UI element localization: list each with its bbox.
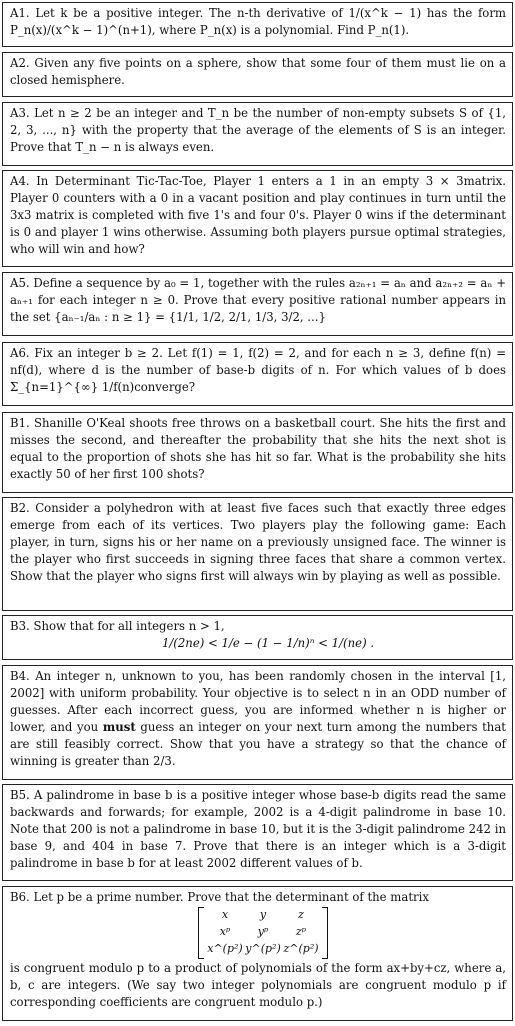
matrix-table [206, 906, 320, 957]
problem-a3 [2, 102, 513, 166]
problem-text: A2. Given any five points on a sphere, show that some four of them must lie on a closed hemisphere. [10, 56, 506, 87]
problem-text: A4. In Determinant Tic-Tac-Toe, Player 1 enters a 1 in an empty 3 × 3matrix. Player 0 counters with a 0 in a vacant position and play continues in turn until the 3x3 matrix is completed with five 1's and four 0's. Player 0 wins if the determinant is 0 and player 1 wins otherwise. Assuming both players pursue optimal strategies, who will win and how? [10, 174, 506, 256]
matrix-display [10, 906, 506, 960]
problem-b1 [2, 412, 513, 493]
problem-text: B1. Shanille O'Keal shoots free throws on a basketball court. She hits the first and misses the second, and thereafter the probability that she hits the next shot is equal to the proportion of shots she has hit so far. What is the probability she hits exactly 50 of her first 100 shots? [10, 416, 506, 481]
problem-text: A3. Let n ≥ 2 be an integer and T_n be the number of non-empty subsets S of {1, 2, 3, ..., n} with the property that the average of the elements of S is an integer. Prove that T_n − n is always even. [10, 106, 506, 154]
matrix-cell: x^(p²) [207, 942, 243, 955]
problem-text: B6. Let p be a prime number. Prove that the determinant of the matrix [10, 890, 429, 904]
problem-b6 [2, 886, 513, 1021]
matrix-cell: y^(p²) [245, 942, 281, 955]
emphasis-must: must [102, 720, 136, 734]
matrix-cell: yᵖ [257, 925, 269, 938]
matrix-cell: x [221, 908, 229, 921]
problem-text: B3. Show that for all integers n > 1, [10, 619, 225, 633]
problem-text: B2. Consider a polyhedron with at least five faces such that exactly three edges emerge from each of its vertices. Two players play the following game: Each player, in turn, signs his or her name on a previously unsigned face. The winner is the player who first succeeds in signing three faces that share a common vertex. Show that the player who signs first will always win by playing as well as possible. [10, 501, 506, 583]
problem-text [10, 668, 506, 770]
problem-text: A6. Fix an integer b ≥ 2. Let f(1) = 1, f(2) = 2, and for each n ≥ 3, define f(n) = nf(d), where d is the number of base-b digits of n. For which values of b does Σ_{n=1}^{∞} 1/f(n)converge? [10, 346, 506, 394]
problem-b5 [2, 784, 513, 881]
problem-sheet [2, 2, 513, 1022]
problem-text-after: guess an integer on your next turn among the numbers that are still feasibly correct. Show that you have a strategy so that the chance of winning is greater than 2/3. [10, 720, 506, 768]
problem-text-before: B4. An integer n, unknown to you, has been randomly chosen in the interval [1, 2002] with uniform probability. Your objective is to select n in an ODD number of guesses. After each incorrect guess, you are informed whether n is higher or lower, and you [10, 669, 506, 734]
matrix-cell: z^(p²) [283, 942, 319, 955]
problem-a5 [2, 272, 513, 336]
problem-text-after: is congruent modulo p to a product of polynomials of the form ax+by+cz, where a, b, c are integers. (We say two integer polynomials are congruent modulo p if corresponding coefficients are congruent modulo p.) [10, 961, 506, 1009]
problem-a1 [2, 2, 513, 47]
problem-text: A5. Define a sequence by a₀ = 1, together with the rules a₂ₙ₊₁ = aₙ and a₂ₙ₊₂ = aₙ + aₙ₊₁ for each integer n ≥ 0. Prove that every positive rational number appears in the set {aₙ₋₁/aₙ : n ≥ 1} = {1/1, 1/2, 2/1, 1/3, 3/2, ...} [10, 276, 506, 324]
matrix-cell: xᵖ [219, 925, 231, 938]
problem-b3 [2, 615, 513, 660]
matrix-cell: zᵖ [295, 925, 307, 938]
problem-b4 [2, 665, 513, 780]
matrix [198, 906, 328, 960]
matrix-cell: y [259, 908, 267, 921]
problem-a2 [2, 52, 513, 97]
inequality-formula: 1/(2ne) < 1/e − (1 − 1/n)ⁿ < 1/(ne) . [161, 636, 375, 650]
problem-a6 [2, 342, 513, 406]
matrix-cell: z [298, 908, 304, 921]
problem-text: B5. A palindrome in base b is a positive integer whose base-b digits read the same backwards and forwards; for example, 2002 is a 4-digit palindrome in base 10. Note that 200 is not a palindrome in base 10, but it is the 3-digit palindrome 242 in base 9, and 404 in base 7. Prove that there is an integer which is a 3-digit palindrome in base b for at least 2002 different values of b. [10, 788, 506, 870]
problem-text: A1. Let k be a positive integer. The n-th derivative of 1/(x^k − 1) has the form P_n(x)/(x^k − 1)^(n+1), where P_n(x) is a polynomial. Find P_n(1). [10, 6, 506, 37]
problem-b2 [2, 497, 513, 611]
problem-a4 [2, 170, 513, 267]
